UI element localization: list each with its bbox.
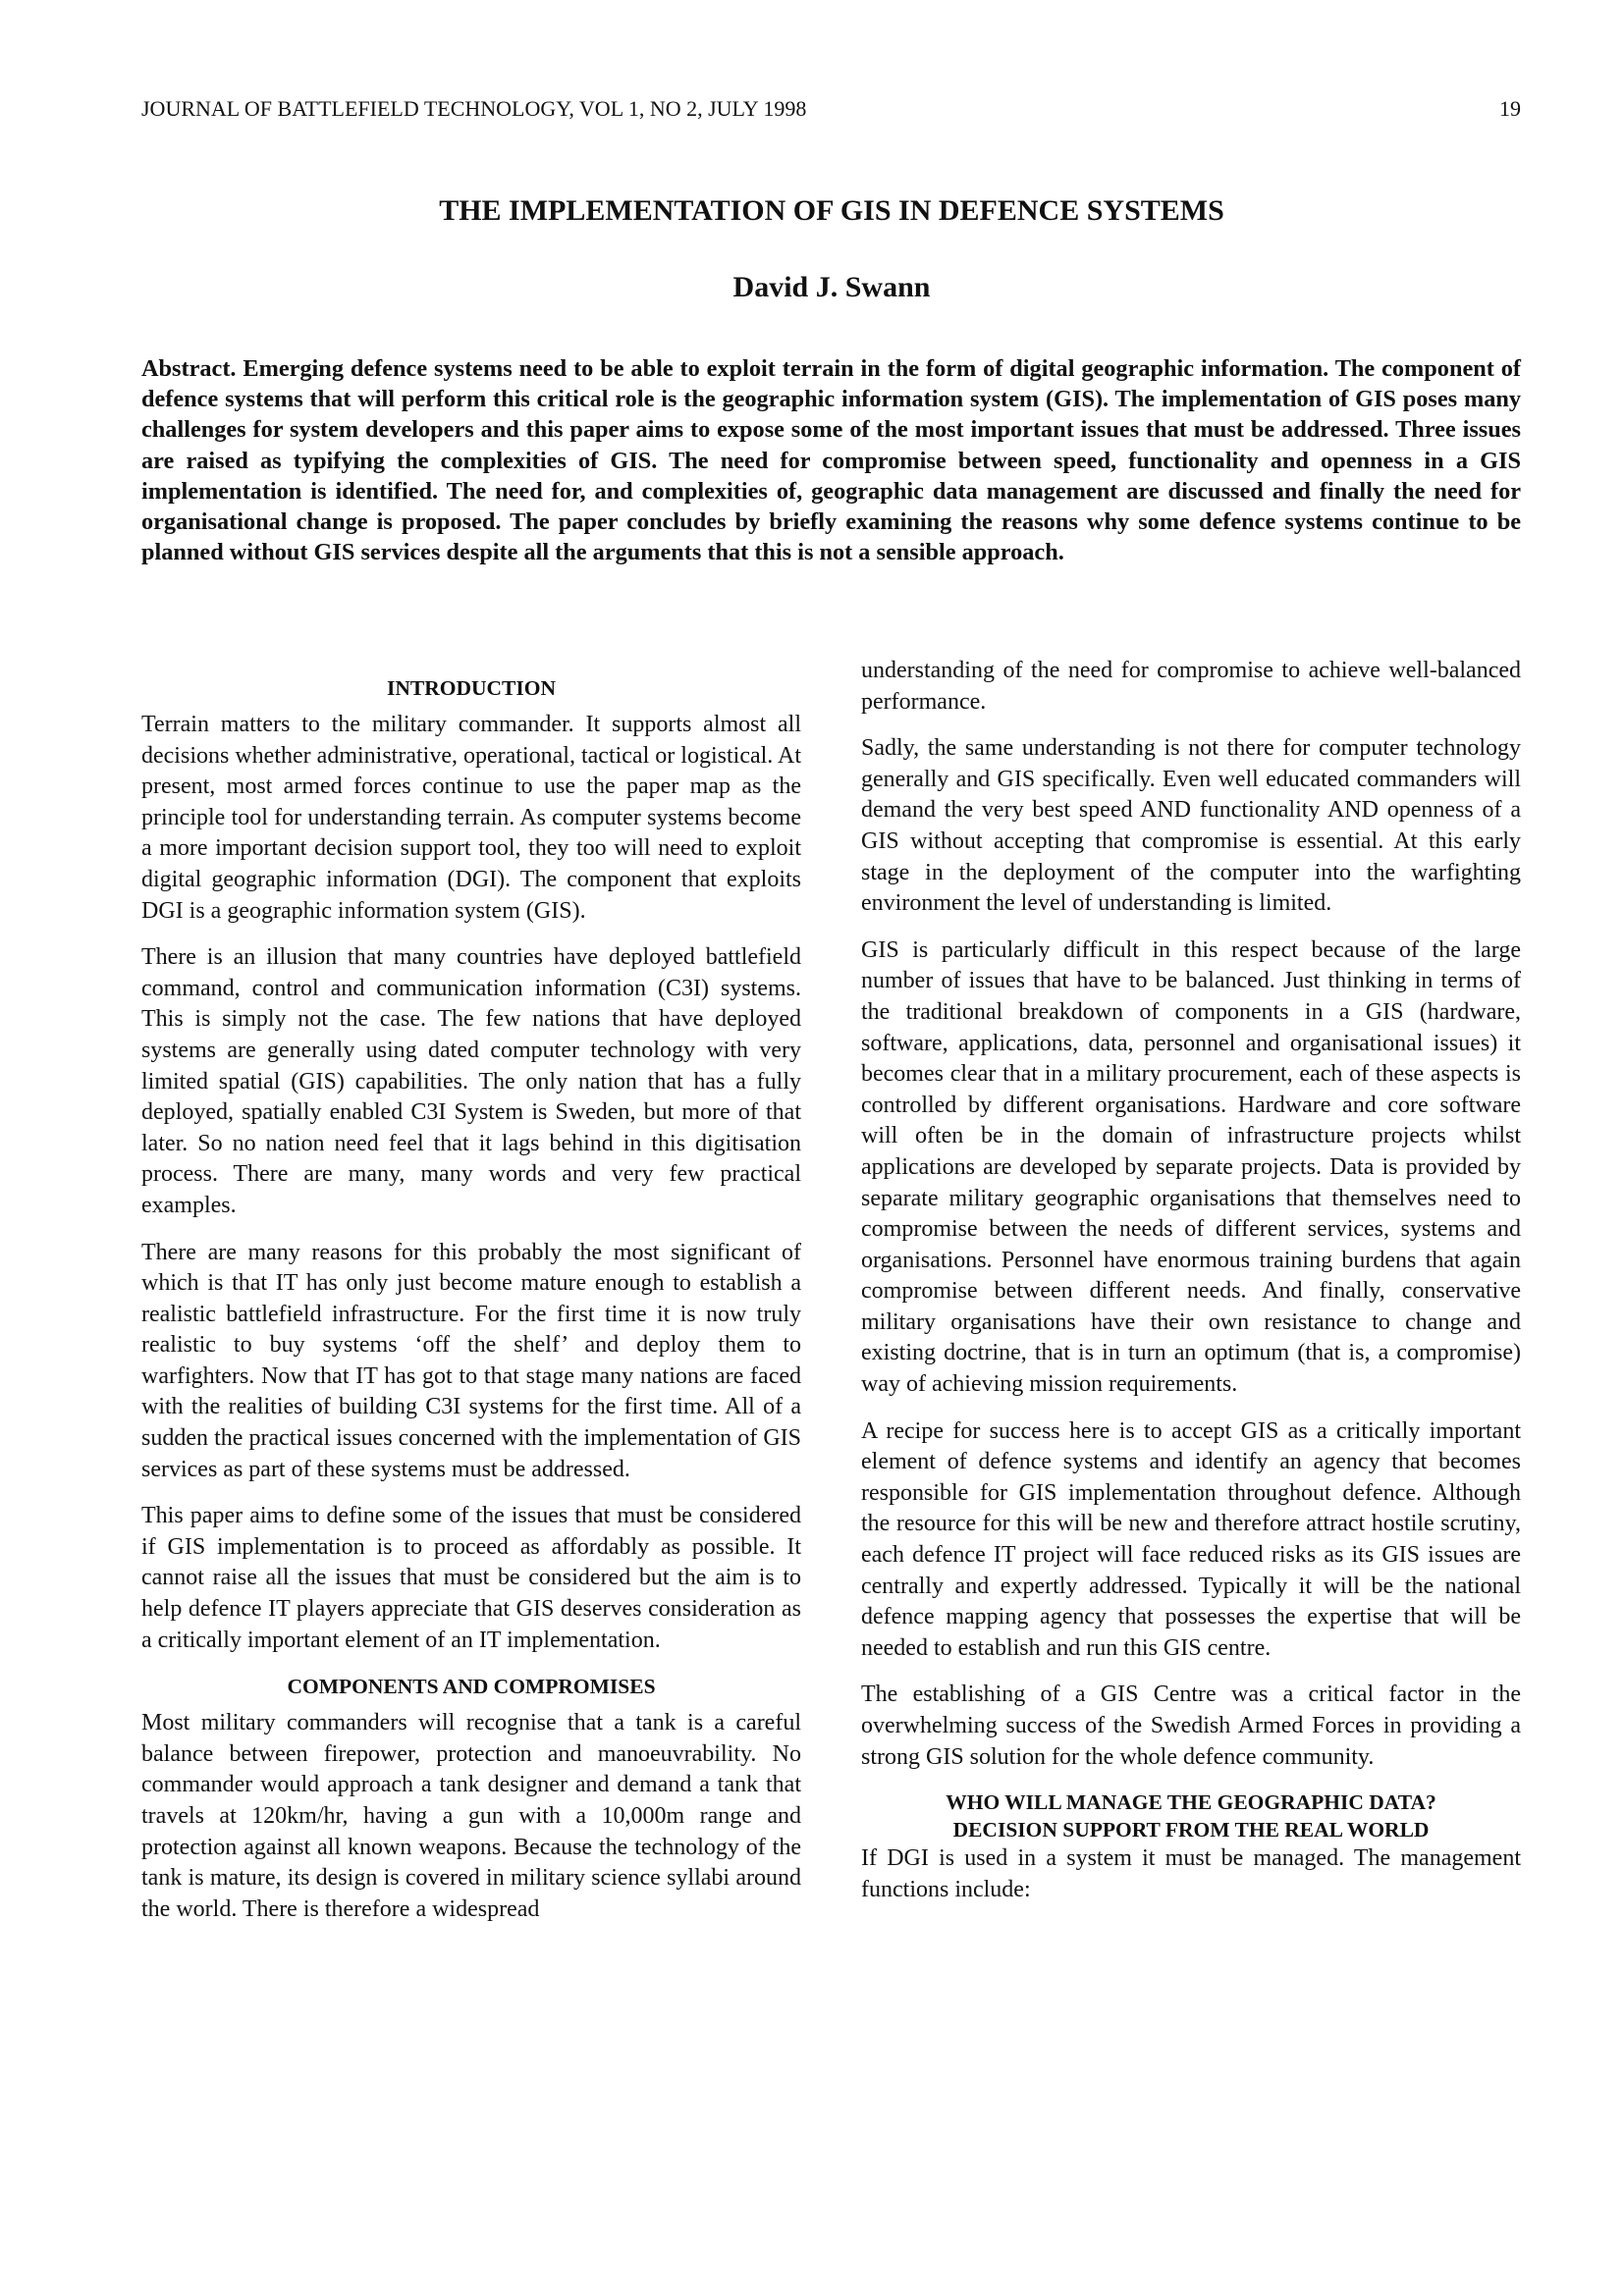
paragraph: If DGI is used in a system it must be managed. The management functions include: bbox=[861, 1845, 1521, 1902]
heading-manage-data: WHO WILL MANAGE THE GEOGRAPHIC DATA? bbox=[946, 1790, 1436, 1815]
right-column bbox=[861, 656, 1521, 1921]
paragraph: There is an illusion that many countries have deployed battlefield command, control and communication information (C3I) systems. This is simply not the case. The few nations that have deployed systems are generally using dated computer technology with very limited spatial (GIS) capabilities. The only nation that has a fully deployed, spatially enabled C3I System is Sweden, but more of that later. So no nation need feel that it lags behind in this digitisation process. There are many, many words and very few practical examples. bbox=[141, 944, 801, 1218]
paper-title: THE IMPLEMENTATION OF GIS IN DEFENCE SYSTEMS bbox=[439, 194, 1224, 227]
page-number: 19 bbox=[1499, 96, 1521, 121]
heading-components: COMPONENTS AND COMPROMISES bbox=[287, 1675, 656, 1699]
paragraph: A recipe for success here is to accept GIS as a critically important element of defence systems and identify an agency that becomes responsible for GIS implementation throughout defence. Although the resource for this will be new and therefore attract hostile scrutiny, each defence IT project will face reduced risks as its GIS issues are centrally and expertly addressed. Typically it will be the national defence mapping agency that possesses the expertise that will be needed to establish and run this GIS centre. bbox=[861, 1417, 1521, 1661]
abstract: Abstract. Emerging defence systems need to be able to exploit terrain in the form of digital geographic information. The component of defence systems that will perform this critical role is the geographic information system (GIS). The implementation of GIS poses many challenges for system developers and this paper aims to expose some of the most important issues that must be addressed. Three issues are raised as typifying the complexities of GIS. The need for compromise between speed, functionality and openness in a GIS implementation is identified. The need for, and complexities of, geographic data management are discussed and finally the need for organisational change is proposed. The paper concludes by briefly examining the reasons why some defence systems continue to be planned without GIS services despite all the arguments that this is not a sensible approach. bbox=[141, 355, 1521, 566]
paragraph: The establishing of a GIS Centre was a critical factor in the overwhelming success of the Swedish Armed Forces in providing a strong GIS solution for the whole defence community. bbox=[861, 1682, 1521, 1770]
paragraph: Most military commanders will recognise that a tank is a careful balance between firepower, protection and manoeuvrability. No commander would approach a tank designer and demand a tank that travels at 120km/hr, having a gun with a 10,000m range and protection against all known weapons. Because the technology of the tank is mature, its design is covered in military science syllabi around the world. There is therefore a widespread bbox=[141, 1710, 801, 1922]
paragraph: GIS is particularly difficult in this respect because of the large number of issues that have to be balanced. Just thinking in terms of the traditional breakdown of components in a GIS (hardware, software, applications, data, personnel and organisational issues) it becomes clear that in a military procurement, each of these aspects is controlled by different organisations. Hardware and core software will often be in the domain of infrastructure projects whilst applications are developed by separate projects. Data is provided by separate military geographic organisations that themselves need to compromise between the needs of different services, systems and organisations. Personnel have enormous training burdens that again compromise between different needs. And finally, conservative military organisations have their own resistance to change and existing doctrine, that is in turn an optimum (that is, a compromise) way of achieving mission requirements. bbox=[861, 936, 1521, 1398]
left-column bbox=[141, 673, 801, 1941]
heading-introduction: INTRODUCTION bbox=[386, 676, 557, 700]
author: David J. Swann bbox=[732, 271, 931, 303]
running-header bbox=[141, 96, 1521, 122]
paragraph: This paper aims to define some of the issues that must be considered if GIS implementation is to proceed as affordably as possible. It cannot raise all the issues that must be considered but the aim is to help defence IT players appreciate that GIS deserves consideration as a critically important element of an IT implementation. bbox=[141, 1503, 801, 1653]
paragraph: understanding of the need for compromise to achieve well-balanced performance. bbox=[861, 658, 1521, 715]
paragraph: Sadly, the same understanding is not there for computer technology generally and GIS specifically. Even well educated commanders will demand the very best speed AND functionality AND openness of a GIS without accepting that compromise is essential. At this early stage in the deployment of the computer into the warfighting environment the level of understanding is limited. bbox=[861, 735, 1521, 917]
paragraph: Terrain matters to the military commander. It supports almost all decisions whether administrative, operational, tactical or logistical. At present, most armed forces continue to use the paper map as the principle tool for understanding terrain. As computer systems become a more important decision support tool, they too will need to exploit digital geographic information (DGI). The component that exploits DGI is a geographic information system (GIS). bbox=[141, 712, 801, 924]
journal-name: JOURNAL OF BATTLEFIELD TECHNOLOGY, VOL 1, NO 2, JULY 1998 bbox=[141, 96, 807, 121]
heading-decision-support: DECISION SUPPORT FROM THE REAL WORLD bbox=[952, 1818, 1430, 1842]
paragraph: There are many reasons for this probably the most significant of which is that IT has only just become mature enough to establish a realistic battlefield infrastructure. For the first time it is now truly realistic to buy systems ‘off the shelf’ and deploy them to warfighters. Now that IT has got to that stage many nations are faced with the realities of building C3I systems for the first time. All of a sudden the practical issues concerned with the implementation of GIS services as part of these systems must be addressed. bbox=[141, 1239, 801, 1482]
